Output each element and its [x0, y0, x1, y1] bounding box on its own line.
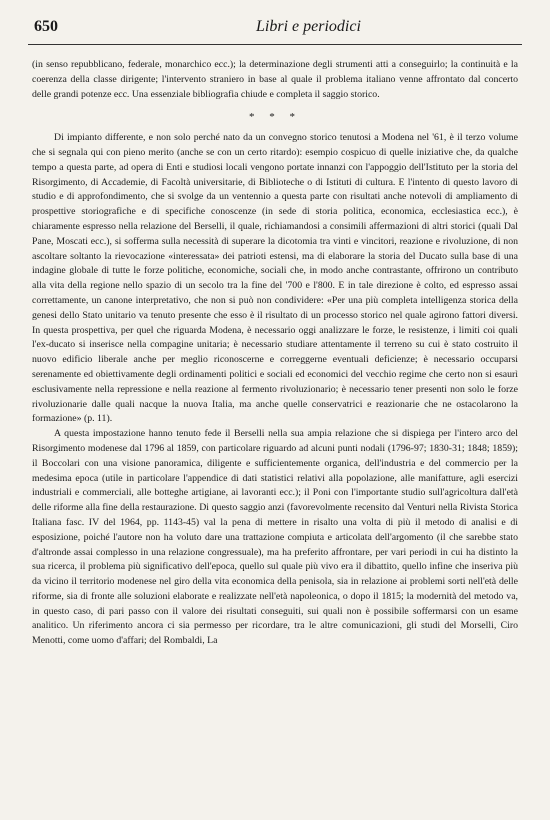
paragraph-continuation: (in senso repubblicano, federale, monarchico ecc.); la determinazione degli strumenti atti a conseguirlo; la continuità e la coerenza della classe dirigente; l'intervento straniero in base al quale il problema italiano venne affrontato dal concerto delle grandi potenze ecc. Una essenziale bibliografia chiude e completa il saggio storico.: [32, 59, 518, 100]
paragraph-contributions: A questa impostazione hanno tenuto fede il Berselli nella sua ampia relazione che si dispiega per l'intero arco del Risorgimento modenese dal 1796 al 1859, con particolare riguardo ad alcuni punti nodali (1796-97; 1830-31; 1848; 1859); il Boccolari con una visione panoramica, diligente e sufficientemente organica, dell'industria e del commercio per la medesima epoca (utile in particolare l'appendice di dati statistici relativi alla popolazione, alle manifatture, agli esercizi industriali e commerciali, alle botteghe artigiane, ai lavoranti ecc.); il Poni con l'importante studio sull'agricoltura dall'età delle riforme alla fine della restaurazione. Di questo saggio anzi (favorevolmente recensito dal Venturi nella Rivista Storica Italiana fasc. IV del 1964, pp. 1143-45) val la pena di mettere in risalto una volta di più il metodo di analisi e di esposizione, poiché l'autore non ha voluto dare una trattazione compiuta e articolata dell'argomento (il che sarebbe stato d'altronde assai complesso in una relazione congressuale), ma ha preferito affrontare, per vari periodi in cui ha distinto la sua ricerca, il problema più significativo dell'epoca, quello sul quale più vivo era il dibattito, quello infine che inseriva più da vicino il territorio modenese nel giro della vita economica della penisola, sia in relazione ai problemi sorti nell'età delle riforme, sia di fronte alle soluzioni elaborate e realizzate nell'età napoleonica, o dopo il 1815; la modernità del metodo va, in questo caso, di pari passo con il valore dei risultati conseguiti, sui quali non è possibile soffermarsi con un esame analitico. Un riferimento ancora ci sia permesso per ricordare, tra le altre comunicazioni, gli studi del Morselli, Ciro Menotti, come uomo d'affari; del Rombaldi, La: [32, 428, 518, 647]
paragraph-modena-volume: Di impianto differente, e non solo perché nato da un convegno storico tenutosi a Modena nel '61, è il terzo volume che si segnala qui con pieno merito (anche se con un certo ritardo): esempio cospicuo di quelle iniziative che, da qualche tempo a questa parte, ad opera di Enti e studiosi locali vengono portate innanzi con l'appoggio dell'Istituto per la storia del Risorgimento, di Accademie, di Facoltà universitarie, di Biblioteche o di Istituti di cultura. E l'intento di questo lavoro di studio e di approfondimento, che si svolge da un ventennio a questa parte con risultati anche notevoli di ampliamento di prospettive storiografiche e di specifiche conoscenze (in sede di storia politica, economica, ecclesiastica ecc.), è chiaramente espresso nella relazione del Berselli, il quale, richiamandosi a consimili affermazioni di altri storici (quali Dal Pane, Moscati ecc.), si sofferma sulla necessità di superare la dicotomia tra vinti e vincitori, reazione e rivoluzione, di non ascoltare soltanto la rievocazione «interessata» dei patrioti estensi, ma di elaborare la storia del Ducato sulla base di una indagine globale di tutte le forze politiche, economiche, sociali che, in modo anche contrastante, offrirono un contributo alla vita della regione nello spazio di un secolo tra la fine del '700 e l'800. E in tale direzione è colto, ed espresso assai correttamente, un canone interpretativo, che non si può non condividere: «Per una più completa intelligenza storica della genesi dello Stato unitario va tenuto presente che esso è il risultato di un processo storico nel quale agirono fattori diversi. In questa prospettiva, per quel che riguarda Modena, è necessario oggi analizzare le forze, le resistenze, i limiti coi quali l'ex-ducato si inserisce nella compagine unitaria; è necessario studiare attentamente il terreno su cui è stato costruito il nuovo edificio liberale anche per meglio riconoscerne e correggerne eventuali deficienze; è necessario occuparsi serenamente ed obiettivamente degli ordinamenti politici e sociali ed economici del vecchio regime che certo non si esaurì esclusivamente nella repressione e nella reazione al fermento rivoluzionario; è necessario tener presenti non solo le forze rivoluzionarie dalle quali nacque la nuova Italia, ma anche quelle conservatrici e reazionarie che ne ostacolarono la formazione» (p. 11).: [32, 132, 518, 425]
page-number: 650: [34, 18, 58, 35]
page-body: [32, 58, 518, 649]
running-title: Libri e periodici: [256, 18, 361, 35]
section-separator: * * *: [249, 111, 301, 124]
header-rule: [28, 44, 522, 45]
page-header: [28, 18, 522, 42]
